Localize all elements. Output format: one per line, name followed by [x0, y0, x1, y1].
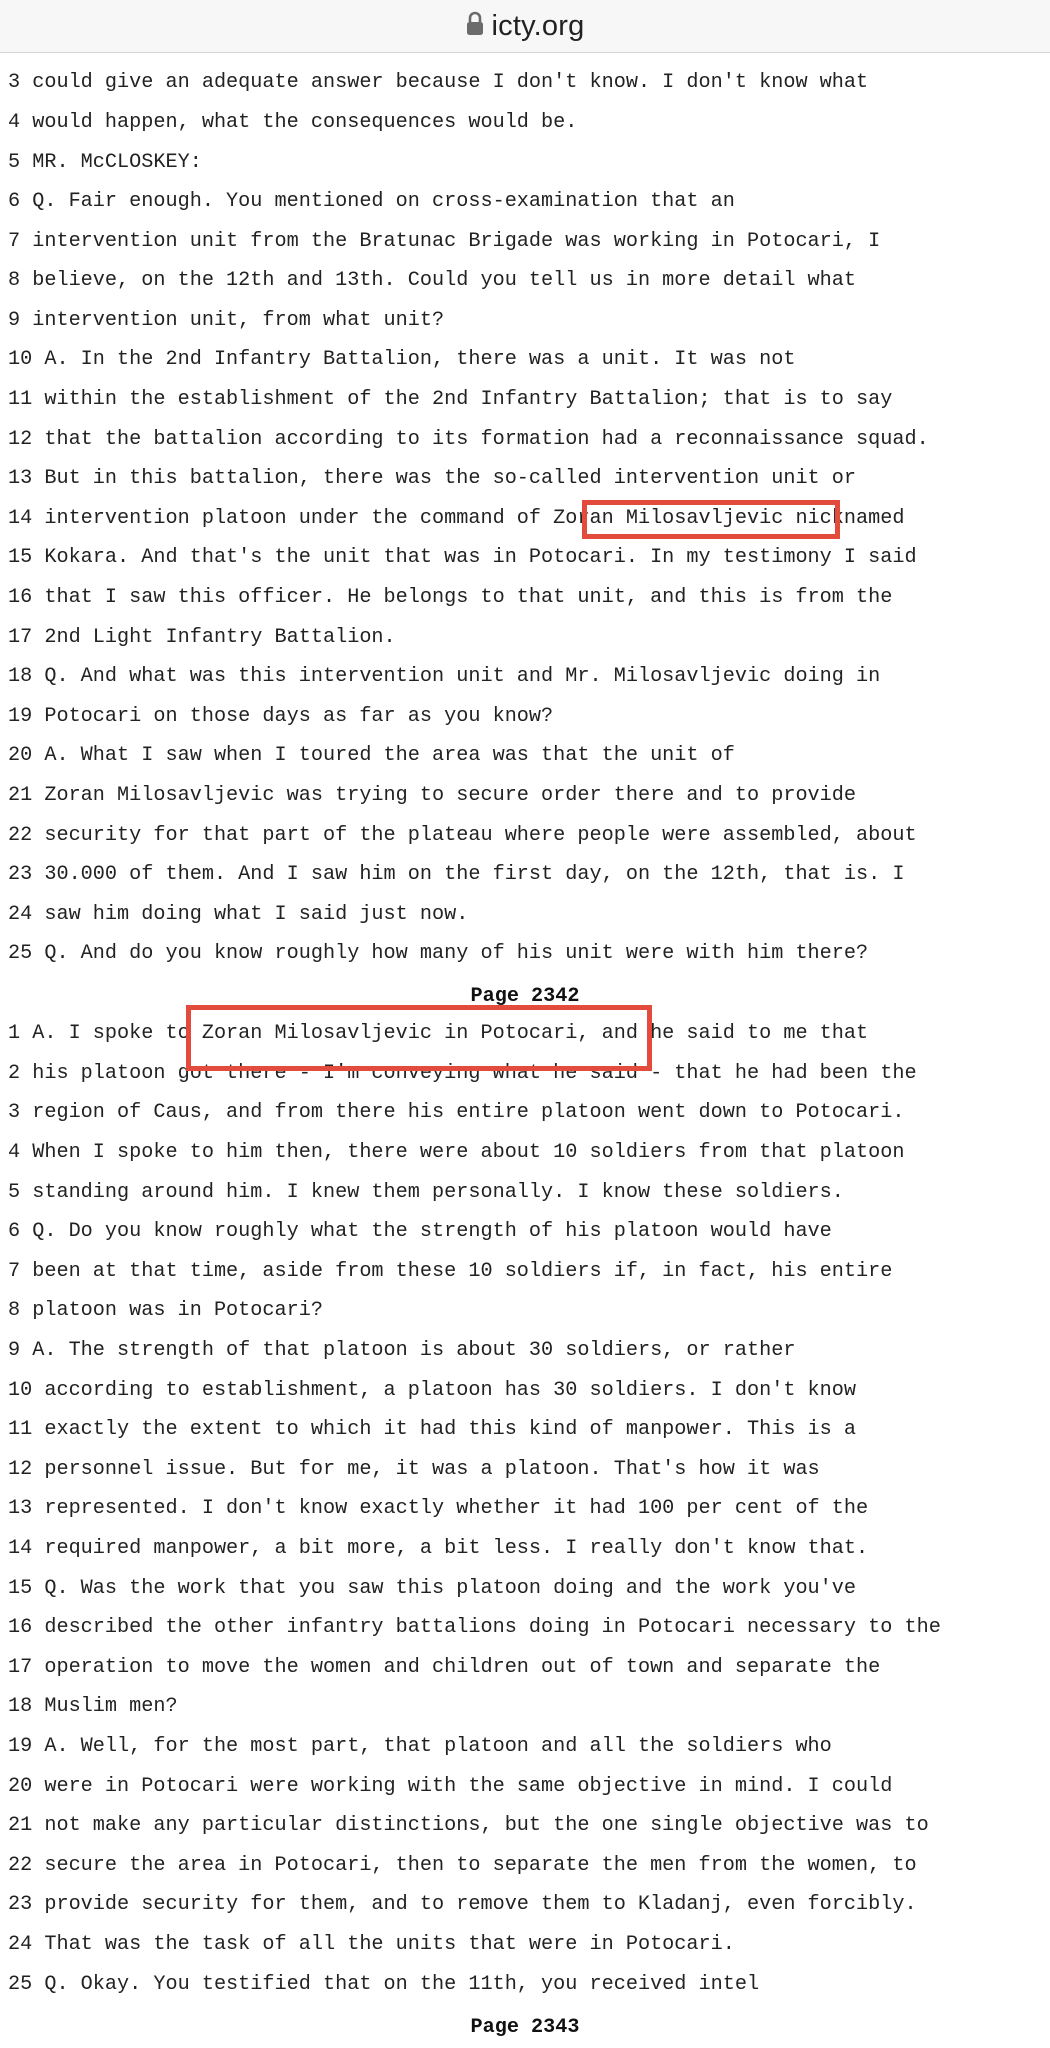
url-domain: icty.org: [491, 9, 585, 42]
transcript-line: 20 A. What I saw when I toured the area was that the unit of: [8, 744, 735, 767]
transcript-line: 4 would happen, what the consequences would be.: [8, 111, 578, 134]
transcript-line: 5 MR. McCLOSKEY:: [8, 151, 202, 174]
transcript-line: 6 Q. Do you know roughly what the strength of his platoon would have: [8, 1220, 832, 1243]
transcript-line: 24 saw him doing what I said just now.: [8, 903, 469, 926]
transcript-line: 4 When I spoke to him then, there were about 10 soldiers from that platoon: [8, 1141, 905, 1164]
page-number: Page 2342: [470, 985, 580, 1008]
transcript-line: 14 intervention platoon under the command of Zoran Milosavljevic nicknamed: [8, 507, 905, 530]
transcript-line: 3 region of Caus, and from there his entire platoon went down to Potocari.: [8, 1101, 905, 1124]
transcript-line: 25 Q. And do you know roughly how many of his unit were with him there?: [8, 942, 869, 965]
transcript-line: 8 platoon was in Potocari?: [8, 1299, 323, 1322]
transcript-line: 9 A. The strength of that platoon is about 30 soldiers, or rather: [8, 1339, 796, 1362]
page-number: Page 2343: [470, 2016, 580, 2039]
transcript-line: 7 been at that time, aside from these 10 soldiers if, in fact, his entire: [8, 1260, 893, 1283]
lock-icon: [466, 11, 484, 37]
transcript-line: 24 That was the task of all the units that were in Potocari.: [8, 1933, 735, 1956]
transcript-line: 5 standing around him. I knew them personally. I know these soldiers.: [8, 1181, 844, 1204]
transcript-line: 25 Q. Okay. You testified that on the 11th, you received intel: [8, 1973, 760, 1996]
transcript-line: 23 provide security for them, and to remove them to Kladanj, even forcibly.: [8, 1893, 917, 1916]
transcript-line: 13 represented. I don't know exactly whether it had 100 per cent of the: [8, 1497, 869, 1520]
transcript-line: 8 believe, on the 12th and 13th. Could you tell us in more detail what: [8, 269, 857, 292]
transcript-line: 17 2nd Light Infantry Battalion.: [8, 626, 396, 649]
transcript-line: 10 according to establishment, a platoon has 30 soldiers. I don't know: [8, 1379, 857, 1402]
transcript-line: 2 his platoon got there - I'm conveying what he said - that he had been the: [8, 1062, 917, 1085]
transcript-line: 11 within the establishment of the 2nd Infantry Battalion; that is to say: [8, 388, 893, 411]
transcript-line: 6 Q. Fair enough. You mentioned on cross-examination that an: [8, 190, 735, 213]
transcript-line: 11 exactly the extent to which it had this kind of manpower. This is a: [8, 1418, 857, 1441]
transcript-line: 15 Kokara. And that's the unit that was in Potocari. In my testimony I said: [8, 546, 917, 569]
transcript-line: 15 Q. Was the work that you saw this platoon doing and the work you've: [8, 1577, 857, 1600]
transcript-line: 18 Muslim men?: [8, 1695, 178, 1718]
transcript-line: 10 A. In the 2nd Infantry Battalion, there was a unit. It was not: [8, 348, 796, 371]
transcript-line: 9 intervention unit, from what unit?: [8, 309, 445, 332]
highlight-box-name: [582, 500, 840, 539]
transcript-line: 18 Q. And what was this intervention unit and Mr. Milosavljevic doing in: [8, 665, 881, 688]
transcript-line: 19 Potocari on those days as far as you know?: [8, 705, 554, 728]
highlight-box-name-location: [186, 1005, 652, 1071]
transcript-line: 1 A. I spoke to Zoran Milosavljevic in Potocari, and he said to me that: [8, 1022, 869, 1045]
transcript-line: 19 A. Well, for the most part, that platoon and all the soldiers who: [8, 1735, 832, 1758]
transcript-line: 14 required manpower, a bit more, a bit less. I really don't know that.: [8, 1537, 869, 1560]
address-bar[interactable]: [0, 0, 1050, 53]
transcript-line: 22 secure the area in Potocari, then to separate the men from the women, to: [8, 1854, 917, 1877]
transcript-line: 21 not make any particular distinctions, but the one single objective was to: [8, 1814, 929, 1837]
transcript-line: 20 were in Potocari were working with the same objective in mind. I could: [8, 1775, 893, 1798]
transcript-line: 16 that I saw this officer. He belongs to that unit, and this is from the: [8, 586, 893, 609]
transcript-line: 7 intervention unit from the Bratunac Brigade was working in Potocari, I: [8, 230, 881, 253]
transcript-line: 23 30.000 of them. And I saw him on the first day, on the 12th, that is. I: [8, 863, 905, 886]
transcript-line: 22 security for that part of the plateau where people were assembled, about: [8, 824, 917, 847]
transcript-line: 21 Zoran Milosavljevic was trying to secure order there and to provide: [8, 784, 857, 807]
transcript-line: 16 described the other infantry battalions doing in Potocari necessary to the: [8, 1616, 941, 1639]
transcript-line: 12 personnel issue. But for me, it was a platoon. That's how it was: [8, 1458, 820, 1481]
transcript-line: 12 that the battalion according to its formation had a reconnaissance squad.: [8, 428, 929, 451]
transcript-line: 17 operation to move the women and children out of town and separate the: [8, 1656, 881, 1679]
transcript-line: 3 could give an adequate answer because I don't know. I don't know what: [8, 71, 869, 94]
transcript-line: 13 But in this battalion, there was the so-called intervention unit or: [8, 467, 857, 490]
